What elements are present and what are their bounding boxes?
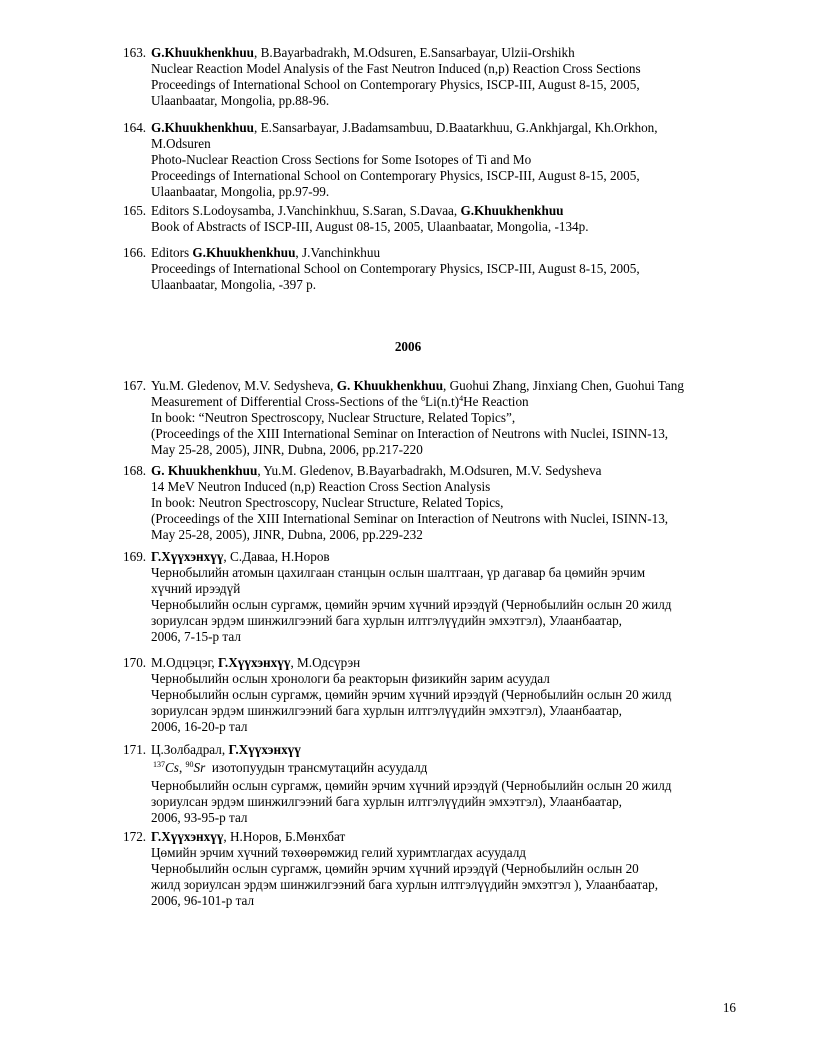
- entry-line: Цөмийн эрчим хүчний төхөөрөмжид гелий хуримтлагдах асуудалд: [151, 845, 527, 860]
- entry-authors: Yu.M. Gledenov, M.V. Sedysheva, G. Khuukhenkhuu, Guohui Zhang, Jinxiang Chen, Guohui Tang: [151, 378, 684, 393]
- reference-entry-166: [123, 245, 733, 293]
- entry-line: 14 MeV Neutron Induced (n,p) Reaction Cross Section Analysis: [151, 479, 491, 494]
- author-highlight: G.Khuukhenkhuu: [151, 120, 255, 135]
- year-heading: 2006: [394, 339, 422, 354]
- author-highlight: Г.Хүүхэнхүү: [218, 655, 291, 670]
- author-highlight: Г.Хүүхэнхүү: [151, 549, 224, 564]
- entry-line: Чернобылийн ослын сургамж, цөмийн эрчим хүчний ирээдүй (Чернобылийн ослын 20 жилд: [151, 778, 672, 793]
- entry-authors: М.Одцэцэг, Г.Хүүхэнхүү, М.Одсүрэн: [151, 655, 361, 670]
- entry-line: Ulaanbaatar, Mongolia, pp.97-99.: [151, 184, 330, 199]
- entry-authors: Editors G.Khuukhenkhuu, J.Vanchinkhuu: [151, 245, 381, 260]
- reference-entry-164: [123, 120, 733, 200]
- entry-line: In book: “Neutron Spectroscopy, Nuclear Structure, Related Topics”,: [151, 410, 516, 425]
- author-highlight: G.Khuukhenkhuu: [192, 245, 296, 260]
- entry-number: 168.: [123, 463, 147, 478]
- entry-title: $^{137}$Cs, $^{90}$Sr изотопуудын трансмутацийн асуудалд: [153, 760, 428, 775]
- entry-line: (Proceedings of the XIII International Seminar on Interaction of Neutrons with Nuclei, ISINN-13,: [151, 511, 669, 526]
- entry-number: 169.: [123, 549, 147, 564]
- entry-line: 2006, 7-15-р тал: [151, 629, 241, 644]
- reference-entry-171: [123, 742, 733, 826]
- entry-number: 171.: [123, 742, 147, 757]
- entry-authors: G. Khuukhenkhuu, Yu.M. Gledenov, B.Bayarbadrakh, M.Odsuren, M.V. Sedysheva: [151, 463, 602, 478]
- entry-number: 166.: [123, 245, 147, 260]
- entry-line: Чернобылийн ослын сургамж, цөмийн эрчим хүчний ирээдүй (Чернобылийн ослын 20 жилд: [151, 597, 672, 612]
- entry-line: Чернобылийн атомын цахилгаан станцын ослын шалтгаан, үр дагавар ба цөмийн эрчим: [151, 565, 646, 580]
- entry-line: жилд зориулсан эрдэм шинжилгээний бага хурлын илтгэлүүдийн эмхэтгэл ), Улаанбаатар,: [151, 877, 659, 892]
- entry-number: 163.: [123, 45, 147, 60]
- entry-line: зориулсан эрдэм шинжилгээний бага хурлын илтгэлүүдийн эмхэтгэл), Улаанбаатар,: [151, 613, 622, 628]
- author-highlight: Г.Хүүхэнхүү: [228, 742, 301, 757]
- entry-line: In book: Neutron Spectroscopy, Nuclear Structure, Related Topics,: [151, 495, 504, 510]
- entry-line: May 25-28, 2005), JINR, Dubna, 2006, pp.217-220: [151, 442, 423, 457]
- page-number: 16: [722, 1000, 736, 1015]
- entry-line: Чернобылийн ослын хронологи ба реакторын физикийн зарим асуудал: [151, 671, 550, 686]
- entry-line: Ulaanbaatar, Mongolia, -397 p.: [151, 277, 316, 292]
- author-highlight: G.Khuukhenkhuu: [460, 203, 564, 218]
- entry-line: зориулсан эрдэм шинжилгээний бага хурлын илтгэлүүдийн эмхэтгэл), Улаанбаатар,: [151, 794, 622, 809]
- entry-line: 2006, 16-20-р тал: [151, 719, 248, 734]
- entry-line: Nuclear Reaction Model Analysis of the Fast Neutron Induced (n,p) Reaction Cross Sections: [151, 61, 641, 76]
- entry-line: Proceedings of International School on Contemporary Physics, ISCP-III, August 8-15, 2005,: [151, 77, 640, 92]
- entry-number: 164.: [123, 120, 147, 135]
- entry-number: 172.: [123, 829, 147, 844]
- entry-line: Book of Abstracts of ISCP-III, August 08-15, 2005, Ulaanbaatar, Mongolia, -134p.: [151, 219, 589, 234]
- entry-line: Photo-Nuclear Reaction Cross Sections for Some Isotopes of Ti and Mo: [151, 152, 532, 167]
- entry-line: 2006, 96-101-р тал: [151, 893, 255, 908]
- entry-line: Ulaanbaatar, Mongolia, pp.88-96.: [151, 93, 330, 108]
- reference-entry-167: [123, 378, 733, 458]
- entry-number: 170.: [123, 655, 147, 670]
- entry-line: хүчний ирээдүй: [151, 581, 241, 596]
- reference-entry-165: [123, 203, 733, 235]
- reference-entry-169: [123, 549, 733, 645]
- entry-authors: Ц.Золбадрал, Г.Хүүхэнхүү: [151, 742, 301, 757]
- entry-authors: Editors S.Lodoysamba, J.Vanchinkhuu, S.Saran, S.Davaa, G.Khuukhenkhuu: [151, 203, 564, 218]
- entry-authors: Г.Хүүхэнхүү, С.Даваа, Н.Норов: [151, 549, 330, 564]
- entry-authors: G.Khuukhenkhuu, B.Bayarbadrakh, M.Odsuren, E.Sansarbayar, Ulzii-Orshikh: [151, 45, 575, 60]
- entry-number: 167.: [123, 378, 147, 393]
- entry-title: Measurement of Differential Cross-Sections of the $^6Li(n.t)^4He$ Reaction: [151, 394, 529, 409]
- entry-line: May 25-28, 2005), JINR, Dubna, 2006, pp.229-232: [151, 527, 423, 542]
- entry-authors: G.Khuukhenkhuu, E.Sansarbayar, J.Badamsambuu, D.Baatarkhuu, G.Ankhjargal, Kh.Orkhon,: [151, 120, 658, 135]
- entry-authors: Г.Хүүхэнхүү, Н.Норов, Б.Мөнхбат: [151, 829, 346, 844]
- author-highlight: Г.Хүүхэнхүү: [151, 829, 224, 844]
- entry-line: Чернобылийн ослын сургамж, цөмийн эрчим хүчний ирээдүй (Чернобылийн ослын 20 жилд: [151, 687, 672, 702]
- reference-entry-163: [123, 45, 733, 109]
- entry-line: Чернобылийн ослын сургамж, цөмийн эрчим хүчний ирээдүй (Чернобылийн ослын 20: [151, 861, 639, 876]
- author-highlight: G. Khuukhenkhuu: [336, 378, 444, 393]
- reference-entry-168: [123, 463, 733, 543]
- entry-line: зориулсан эрдэм шинжилгээний бага хурлын илтгэлүүдийн эмхэтгэл), Улаанбаатар,: [151, 703, 622, 718]
- author-highlight: G.Khuukhenkhuu: [151, 45, 255, 60]
- entry-line: M.Odsuren: [151, 136, 211, 151]
- entry-line: Proceedings of International School on Contemporary Physics, ISCP-III, August 8-15, 2005,: [151, 168, 640, 183]
- reference-entry-172: [123, 829, 733, 909]
- entry-line: 2006, 93-95-р тал: [151, 810, 248, 825]
- entry-number: 165.: [123, 203, 147, 218]
- isotope-formula: $^{137}$Cs, $^{90}$Sr: [153, 760, 206, 775]
- reference-entry-170: [123, 655, 733, 735]
- entry-line: Proceedings of International School on Contemporary Physics, ISCP-III, August 8-15, 2005,: [151, 261, 640, 276]
- entry-line: (Proceedings of the XIII International Seminar on Interaction of Neutrons with Nuclei, ISINN-13,: [151, 426, 669, 441]
- author-highlight: G. Khuukhenkhuu: [151, 463, 258, 478]
